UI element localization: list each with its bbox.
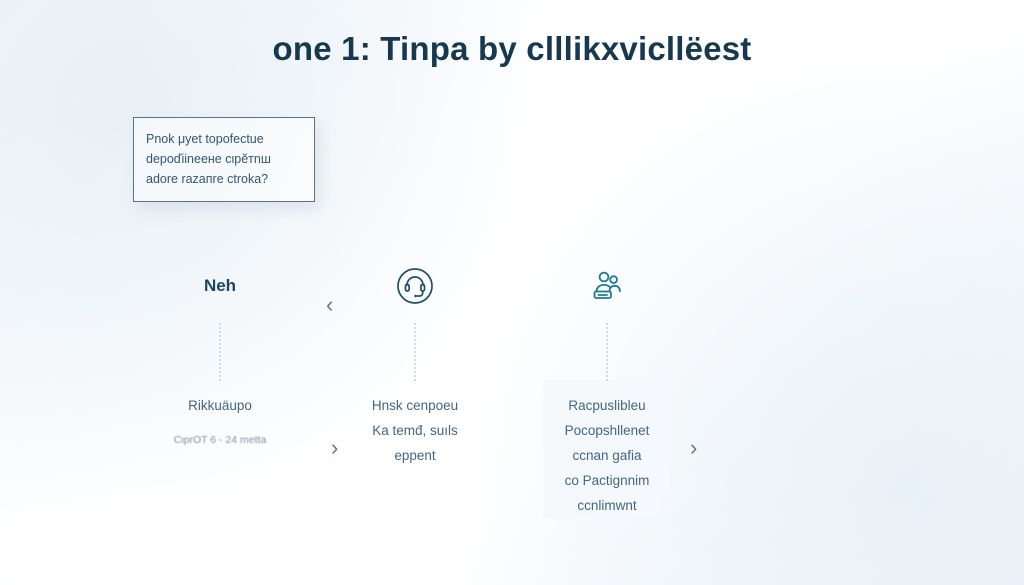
step-item-1 [120, 255, 320, 448]
callout-box [133, 117, 315, 202]
step-1-subtext: CιprOT 6 - 24 metta [173, 434, 267, 446]
callout-line-1: Pnok μyet topofectue [146, 132, 264, 146]
step-1-title: Neh [203, 276, 237, 295]
step-3-body-line-2: Pocopshllenet [564, 423, 650, 438]
step-1-body [120, 393, 320, 448]
step-3-body-line-5: cсnlimwnt [577, 498, 637, 513]
step-1-header [120, 255, 320, 317]
step-2-connector-dotted [414, 323, 416, 381]
step-1-connector-dotted [219, 323, 221, 381]
page-title: one 1: Tinpa by clllikxvicllëest [272, 30, 752, 67]
step-item-3 [507, 255, 707, 518]
headset-support-icon [315, 255, 515, 317]
user-group-icon [507, 255, 707, 317]
callout-line-3: adore razaпre ctroka? [146, 172, 269, 186]
step-1-body-line-1: Rikkuäupo [188, 398, 252, 413]
step-2-body-line-1: Hnsk cenpoeu [371, 398, 459, 413]
step-3-body [507, 393, 707, 518]
steps-row [0, 255, 1024, 545]
chevron-left-top-icon: ‹ [326, 292, 334, 317]
step-2-body [315, 393, 515, 468]
chevron-right-mid-1-icon: › [331, 435, 339, 460]
step-2-body-line-3: eppent [394, 448, 436, 463]
chevron-right-mid-2-icon: › [690, 435, 698, 460]
step-item-2 [315, 255, 515, 468]
step-3-connector-dotted [606, 323, 608, 381]
step-3-body-line-4: co Pactignnim [564, 473, 650, 488]
callout-line-2: depoďiineeнe cιpĕтnш [146, 152, 271, 166]
step-2-body-line-2: Ka temđ, suıls [372, 423, 458, 438]
step-3-body-line-1: Racpuslibleu [568, 398, 646, 413]
step-3-body-line-3: ccnan gafia [572, 448, 642, 463]
